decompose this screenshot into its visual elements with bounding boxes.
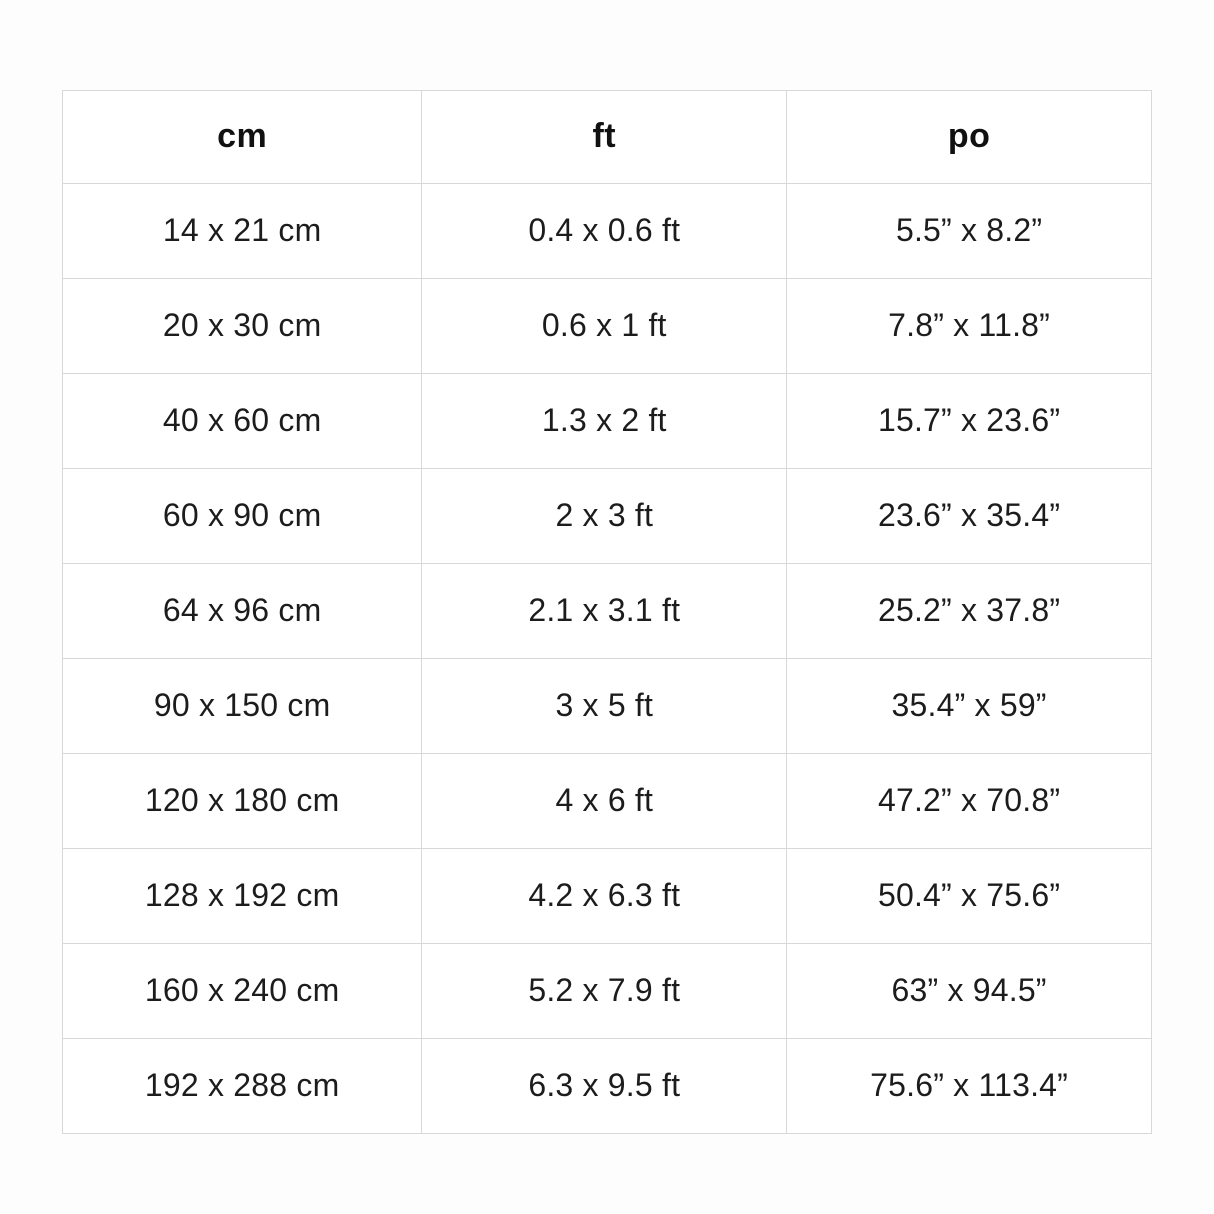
- cell-cm-value: 90 x 150 cm: [153, 687, 331, 724]
- cell-cm-value: 192 x 288 cm: [144, 1067, 340, 1104]
- cell-cm: [63, 754, 422, 849]
- cell-po-value: 35.4” x 59”: [891, 687, 1047, 724]
- cell-ft: [422, 754, 787, 849]
- table-row: [63, 184, 1152, 279]
- table-body: [63, 184, 1152, 1134]
- cell-cm: [63, 279, 422, 374]
- cell-po: [787, 944, 1152, 1039]
- cell-cm: [63, 374, 422, 469]
- cell-po-value: 23.6” x 35.4”: [877, 497, 1061, 534]
- table-header-row: [63, 91, 1152, 184]
- cell-ft-value: 0.6 x 1 ft: [541, 307, 667, 344]
- cell-ft-value: 1.3 x 2 ft: [541, 402, 667, 439]
- cell-cm-value: 60 x 90 cm: [162, 497, 322, 534]
- cell-ft-value: 5.2 x 7.9 ft: [528, 972, 681, 1009]
- cell-cm-value: 120 x 180 cm: [144, 782, 340, 819]
- table-row: [63, 279, 1152, 374]
- cell-ft: [422, 469, 787, 564]
- column-header-ft-label: ft: [592, 117, 617, 156]
- cell-po-value: 7.8” x 11.8”: [888, 307, 1051, 344]
- cell-cm-value: 64 x 96 cm: [162, 592, 322, 629]
- cell-cm-value: 14 x 21 cm: [162, 212, 322, 249]
- table-header: [63, 91, 1152, 184]
- cell-po-value: 15.7” x 23.6”: [877, 402, 1061, 439]
- cell-po-value: 50.4” x 75.6”: [877, 877, 1061, 914]
- cell-po-value: 75.6” x 113.4”: [870, 1067, 1069, 1104]
- cell-ft-value: 4.2 x 6.3 ft: [528, 877, 681, 914]
- column-header-cm: [63, 91, 422, 184]
- cell-po-value: 63” x 94.5”: [891, 972, 1047, 1009]
- cell-po: [787, 659, 1152, 754]
- size-conversion-table-wrapper: [62, 90, 1152, 1134]
- cell-cm: [63, 1039, 422, 1134]
- size-conversion-table: [62, 90, 1152, 1134]
- table-row: [63, 754, 1152, 849]
- cell-ft-value: 2.1 x 3.1 ft: [528, 592, 681, 629]
- cell-ft-value: 0.4 x 0.6 ft: [528, 212, 681, 249]
- cell-ft: [422, 374, 787, 469]
- cell-po: [787, 469, 1152, 564]
- cell-po: [787, 1039, 1152, 1134]
- table-row: [63, 469, 1152, 564]
- column-header-ft: [422, 91, 787, 184]
- cell-ft: [422, 944, 787, 1039]
- cell-cm: [63, 469, 422, 564]
- column-header-po: [787, 91, 1152, 184]
- cell-cm-value: 20 x 30 cm: [162, 307, 322, 344]
- table-row: [63, 1039, 1152, 1134]
- cell-po: [787, 564, 1152, 659]
- cell-cm: [63, 849, 422, 944]
- cell-po: [787, 754, 1152, 849]
- cell-ft-value: 2 x 3 ft: [555, 497, 654, 534]
- cell-ft-value: 3 x 5 ft: [555, 687, 654, 724]
- column-header-po-label: po: [947, 117, 991, 156]
- cell-po-value: 5.5” x 8.2”: [895, 212, 1043, 249]
- cell-cm: [63, 944, 422, 1039]
- cell-po: [787, 849, 1152, 944]
- table-row: [63, 564, 1152, 659]
- cell-po: [787, 374, 1152, 469]
- cell-cm-value: 40 x 60 cm: [162, 402, 322, 439]
- cell-cm: [63, 564, 422, 659]
- table-row: [63, 659, 1152, 754]
- cell-po-value: 25.2” x 37.8”: [877, 592, 1061, 629]
- cell-ft: [422, 279, 787, 374]
- table-row: [63, 944, 1152, 1039]
- cell-cm-value: 128 x 192 cm: [144, 877, 340, 914]
- cell-ft: [422, 1039, 787, 1134]
- cell-ft-value: 6.3 x 9.5 ft: [528, 1067, 681, 1104]
- cell-ft-value: 4 x 6 ft: [555, 782, 654, 819]
- table-row: [63, 849, 1152, 944]
- table-row: [63, 374, 1152, 469]
- cell-cm: [63, 184, 422, 279]
- cell-po: [787, 279, 1152, 374]
- cell-cm-value: 160 x 240 cm: [144, 972, 340, 1009]
- cell-po: [787, 184, 1152, 279]
- cell-ft: [422, 564, 787, 659]
- cell-ft: [422, 184, 787, 279]
- cell-ft: [422, 849, 787, 944]
- cell-ft: [422, 659, 787, 754]
- column-header-cm-label: cm: [217, 117, 268, 156]
- cell-cm: [63, 659, 422, 754]
- cell-po-value: 47.2” x 70.8”: [877, 782, 1061, 819]
